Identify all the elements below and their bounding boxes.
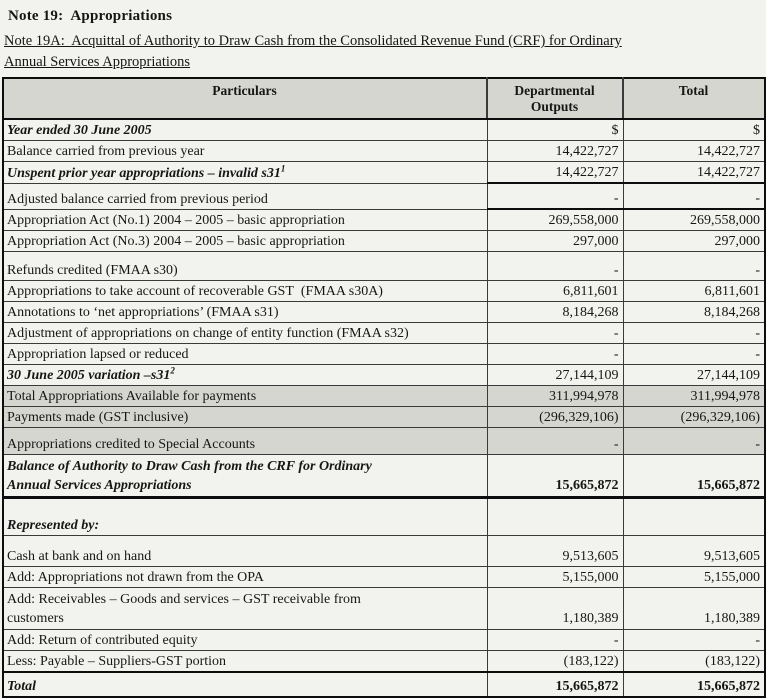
- note-subtitle: [4, 31, 764, 72]
- table-row: [3, 515, 765, 536]
- particulars-cell: Balance carried from previous year: [3, 141, 487, 162]
- particulars-cell: 30 June 2005 variation $-s31^2$: [3, 365, 487, 386]
- particulars-cell: Appropriations to take account of recoverable GST (FMAA s30A): [3, 281, 487, 302]
- departmental-outputs-value-cell: 14,422,727: [487, 162, 623, 184]
- departmental-outputs-value-cell: -: [487, 252, 623, 281]
- departmental-outputs-value-cell: [487, 515, 623, 536]
- table-row: [3, 231, 765, 252]
- total-value-cell: 9,513,605: [623, 546, 765, 567]
- total-value-cell: 269,558,000: [623, 209, 765, 231]
- total-value-cell: -: [623, 630, 765, 651]
- spacer-row: [3, 498, 765, 516]
- total-value-cell: [623, 498, 765, 516]
- departmental-outputs-value-cell: 297,000: [487, 231, 623, 252]
- table-body: [3, 119, 765, 697]
- total-value-cell: 1,180,389: [623, 588, 765, 630]
- particulars-cell: Total: [3, 672, 487, 697]
- departmental-outputs-value-cell: 9,513,605: [487, 546, 623, 567]
- departmental-outputs-value-cell: (296,329,106): [487, 407, 623, 428]
- total-value-cell: 311,994,978: [623, 386, 765, 407]
- total-value-cell: (183,122): [623, 651, 765, 673]
- table-header-row: [3, 78, 765, 119]
- particulars-cell: Appropriation Act (No.3) 2004 – 2005 – basic appropriation: [3, 231, 487, 252]
- particulars-cell: Total Appropriations Available for payments: [3, 386, 487, 407]
- table-row: [3, 651, 765, 673]
- particulars-cell: Year ended 30 June 2005: [3, 119, 487, 141]
- total-value-cell: 5,155,000: [623, 567, 765, 588]
- departmental-outputs-value-cell: 8,184,268: [487, 302, 623, 323]
- footnote-superscript: 1: [280, 163, 286, 173]
- footnote-superscript: 2: [170, 365, 175, 376]
- total-value-cell: 297,000: [623, 231, 765, 252]
- note-title: Note 19: Appropriations: [8, 8, 173, 24]
- particulars-cell: Add: Return of contributed equity: [3, 630, 487, 651]
- spacer-row: [3, 536, 765, 547]
- departmental-outputs-value-cell: -: [487, 344, 623, 365]
- table-row: [3, 119, 765, 141]
- departmental-outputs-value-cell: 27,144,109: [487, 365, 623, 386]
- particulars-cell: Unspent prior year appropriations – invalid $s31^1$: [3, 162, 487, 184]
- table-row: [3, 162, 765, 184]
- particulars-cell: Cash at bank and on hand: [3, 546, 487, 567]
- table-row: [3, 630, 765, 651]
- table-row: [3, 386, 765, 407]
- departmental-outputs-value-cell: 6,811,601: [487, 281, 623, 302]
- table-row: [3, 567, 765, 588]
- total-value-cell: 14,422,727: [623, 141, 765, 162]
- total-value-cell: -: [623, 344, 765, 365]
- column-header-departmental-outputs: Departmental Outputs: [487, 78, 623, 119]
- table-row: [3, 183, 765, 209]
- table-row: [3, 344, 765, 365]
- total-value-cell: -: [623, 252, 765, 281]
- particulars-cell: Annotations to ‘net appropriations’ (FMAA s31): [3, 302, 487, 323]
- note-subtitle-line2: Annual Services Appropriations: [4, 53, 191, 70]
- particulars-cell: Payments made (GST inclusive): [3, 407, 487, 428]
- total-value-cell: 14,422,727: [623, 162, 765, 184]
- departmental-outputs-value-cell: -: [487, 183, 623, 209]
- table-row: [3, 281, 765, 302]
- particulars-cell: Balance of Authority to Draw Cash from the CRF for Ordinary Annual Services Appropriations: [3, 455, 487, 498]
- column-header-particulars: Particulars: [3, 78, 487, 119]
- total-value-cell: $: [623, 119, 765, 141]
- particulars-cell: Less: Payable – Suppliers-GST portion: [3, 651, 487, 673]
- column-header-total: Total: [623, 78, 765, 119]
- table-row: [3, 302, 765, 323]
- table-row: [3, 209, 765, 231]
- departmental-outputs-value-cell: $: [487, 119, 623, 141]
- table-row: [3, 455, 765, 498]
- particulars-cell: [3, 498, 487, 516]
- departmental-outputs-value-cell: 14,422,727: [487, 141, 623, 162]
- departmental-outputs-value-cell: 15,665,872: [487, 455, 623, 498]
- table-row: [3, 428, 765, 455]
- total-value-cell: [623, 536, 765, 547]
- departmental-outputs-value-cell: 1,180,389: [487, 588, 623, 630]
- particulars-cell: Appropriation Act (No.1) 2004 – 2005 – basic appropriation: [3, 209, 487, 231]
- total-value-cell: -: [623, 183, 765, 209]
- total-value-cell: 15,665,872: [623, 455, 765, 498]
- note-subtitle-line1: Note 19A: Acquittal of Authority to Draw Cash from the Consolidated Revenue Fund (CRF) for Ordinary: [4, 33, 622, 49]
- departmental-outputs-value-cell: -: [487, 323, 623, 344]
- total-value-cell: [623, 515, 765, 536]
- table-row: [3, 546, 765, 567]
- table-row: [3, 672, 765, 697]
- table-row: [3, 588, 765, 630]
- total-value-cell: -: [623, 323, 765, 344]
- total-value-cell: 27,144,109: [623, 365, 765, 386]
- particulars-cell: Appropriations credited to Special Accounts: [3, 428, 487, 455]
- total-value-cell: 15,665,872: [623, 672, 765, 697]
- departmental-outputs-value-cell: [487, 498, 623, 516]
- particulars-cell: Adjustment of appropriations on change of entity function (FMAA s32): [3, 323, 487, 344]
- departmental-outputs-value-cell: -: [487, 630, 623, 651]
- table-row: [3, 407, 765, 428]
- departmental-outputs-value-cell: 15,665,872: [487, 672, 623, 697]
- table-row: [3, 141, 765, 162]
- particulars-cell: Add: Receivables – Goods and services – GST receivable from customers: [3, 588, 487, 630]
- particulars-cell: [3, 536, 487, 547]
- departmental-outputs-value-cell: 269,558,000: [487, 209, 623, 231]
- departmental-outputs-value-cell: 311,994,978: [487, 386, 623, 407]
- departmental-outputs-value-cell: -: [487, 428, 623, 455]
- particulars-cell: Appropriation lapsed or reduced: [3, 344, 487, 365]
- total-value-cell: (296,329,106): [623, 407, 765, 428]
- particulars-cell: Refunds credited (FMAA s30): [3, 252, 487, 281]
- table-row: [3, 323, 765, 344]
- particulars-cell: Add: Appropriations not drawn from the OPA: [3, 567, 487, 588]
- appropriations-table: [2, 77, 766, 698]
- departmental-outputs-value-cell: 5,155,000: [487, 567, 623, 588]
- total-value-cell: -: [623, 428, 765, 455]
- total-value-cell: 8,184,268: [623, 302, 765, 323]
- table-row: [3, 365, 765, 386]
- particulars-cell: Represented by:: [3, 515, 487, 536]
- table-row: [3, 252, 765, 281]
- departmental-outputs-value-cell: (183,122): [487, 651, 623, 673]
- total-value-cell: 6,811,601: [623, 281, 765, 302]
- particulars-cell: Adjusted balance carried from previous period: [3, 183, 487, 209]
- departmental-outputs-value-cell: [487, 536, 623, 547]
